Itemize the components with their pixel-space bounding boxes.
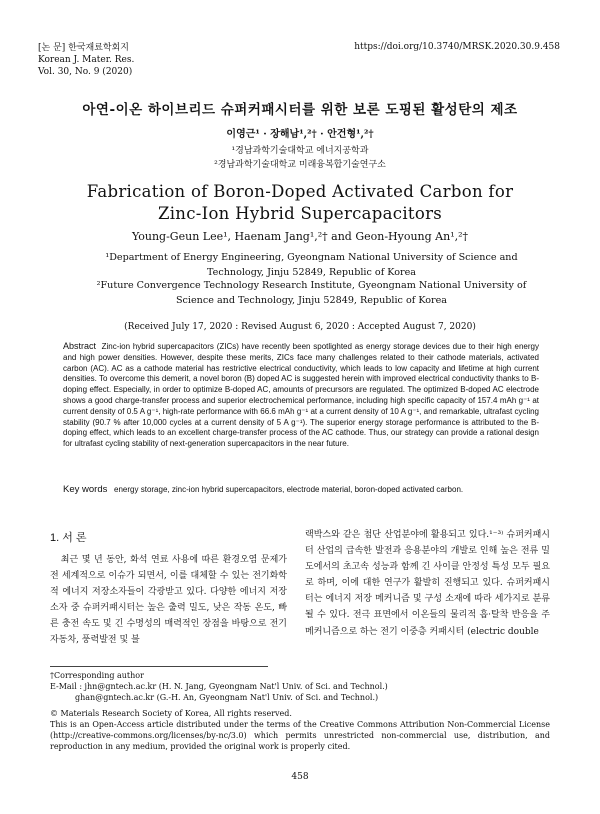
- affiliation-korean-2: ²경남과학기술대학교 미래융복합기술연구소: [214, 160, 386, 170]
- intro-paragraph-right: 랙박스와 같은 첨단 산업분야에 활용되고 있다.¹⁻³⁾ 슈퍼커패시터 산업의 급속한 발전과 응용분야의 개발로 인해 높은 전류 밀도에서의 초고속 성능과 함께 긴 사이클 안정성 특성 모두 필요로 하며, 이에 대한 연구가 활발히 진행되고 있다. 슈퍼커패시터는 에너지 저장 메커니즘 및 구성 소재에 따라 세가지로 분류될 수 있다. 전극 표면에서 이온들의 물리적 흡·탈착 반응을 주 메커니즘으로 하는 전기 이중층 커패시터 (electric double: [305, 530, 550, 637]
- journal-header: [38, 42, 134, 78]
- journal-name-ko: [논 문] 한국재료학회지: [38, 43, 129, 53]
- page-number: 458: [291, 772, 309, 782]
- keywords-text: energy storage, zinc-ion hybrid supercapacitors, electrode material, boron-doped activated carbon.: [114, 485, 464, 494]
- keywords-label: Key words: [63, 484, 108, 495]
- intro-paragraph-left: 최근 몇 년 동안, 화석 연료 사용에 따른 환경오염 문제가 전 세계적으로 이슈가 되면서, 이를 대체할 수 있는 전기화학적 에너지 저장소자들이 각광받고 있다. 다양한 에너지 저장소자 중 슈퍼커패시터는 높은 출력 밀도, 낮은 작동 온도, 빠른 충전 속도 및 긴 수명성의 매력적인 장점을 바탕으로 전기자동차, 풍력발전 및 블: [50, 555, 287, 646]
- footnote-divider: [50, 666, 268, 667]
- authors-english: Young-Geun Lee¹, Haenam Jang¹,²† and Geon-Hyoung An¹,²†: [131, 230, 469, 243]
- title-english-line-1: Fabrication of Boron-Doped Activated Carbon for: [86, 182, 514, 201]
- abstract-label: Abstract: [63, 341, 97, 351]
- affiliation-korean-1: ¹경남과학기술대학교 에너지공학과: [231, 146, 369, 156]
- authors-korean: 이영근¹ · 장해남¹,²† · 안건형¹,²†: [226, 129, 374, 140]
- copyright-line-1: © Materials Research Society of Korea, All rights reserved.: [50, 709, 292, 718]
- keywords: [63, 484, 539, 495]
- footnote: [50, 670, 560, 703]
- journal-name-en: Korean J. Mater. Res.: [38, 55, 135, 65]
- corresponding-author: †Corresponding author: [50, 671, 144, 680]
- email-line-1: E-Mail : jhn@gntech.ac.kr (H. N. Jang, Gyeongnam Nat'l Univ. of Sci. and Technol.): [50, 682, 388, 691]
- title-english: [0, 181, 600, 225]
- license-text: This is an Open-Access article distributed under the terms of the Creative Commons Attribution Non-Commercial License (http://creative-commons.org/licenses/by-nc/3.0) which permits unrestricted non-commercial use, distribution, and reproduction in any medium, provided the original work is properly cited.: [50, 720, 550, 751]
- copyright: [50, 708, 550, 752]
- email-line-2: ghan@gntech.ac.kr (G.-H. An, Gyeongnam Nat'l Univ. of Sci. and Technol.): [75, 693, 379, 702]
- abstract-text: Zinc-ion hybrid supercapacitors (ZICs) have recently been spotlighted as energy storage devices due to their high energy and high power densities. However, despite these merits, ZICs face many challenges related to their cathode materials, activated carbon (AC). AC as a cathode material has restrictive electrical conductivity, which leads to low capacity and lifetime at high current densities. To overcome this demerit, a novel boron (B) doped AC is suggested herein with improved electrical conductivity thanks to B-doping effect. Especially, in order to optimize B-doped AC, amounts of precursors are regulated. The optimized B-doped AC electrode shows a good charge-transfer process and superior electrochemical performance, including high specific capacity of 157.4 mAh g⁻¹ at current density of 0.5 A g⁻¹, high-rate performance with 66.6 mAh g⁻¹ at a current density of 10 A g⁻¹, and remarkable, ultrafast cycling stability (90.7 % after 10,000 cycles at a current density of 5 A g⁻¹). The superior energy storage performance is attributed to the B-doping effect, which leads to an excellent charge-transfer process of the AC cathode. Thus, our strategy can provide a rational design for ultrafast cycling stability of next-generation supercapacitors in the near future.: [63, 342, 539, 449]
- affiliation-english-1: ¹Department of Energy Engineering, Gyeongnam National University of Science and Technology, Jinju 52849, Republic of Korea: [105, 252, 518, 278]
- intro-left-column: [50, 552, 287, 649]
- journal-volume: Vol. 30, No. 9 (2020): [38, 67, 133, 77]
- affiliation-english-2: ²Future Convergence Technology Research Institute, Gyeongnam National University of Science and Technology, Jinju 52849, Republic of Korea: [96, 280, 527, 306]
- intro-right-column: [305, 527, 550, 640]
- section-heading-introduction: 1. 서 론: [50, 532, 87, 544]
- title-english-line-2: Zinc-Ion Hybrid Supercapacitors: [157, 204, 443, 223]
- abstract: [63, 341, 539, 450]
- received-dates: (Received July 17, 2020 : Revised August 6, 2020 : Accepted August 7, 2020): [124, 322, 476, 332]
- doi-link[interactable]: https://doi.org/10.3740/MRSK.2020.30.9.458: [354, 42, 560, 52]
- title-korean: 아연-이온 하이브리드 슈퍼커패시터를 위한 보론 도핑된 활성탄의 제조: [82, 102, 518, 118]
